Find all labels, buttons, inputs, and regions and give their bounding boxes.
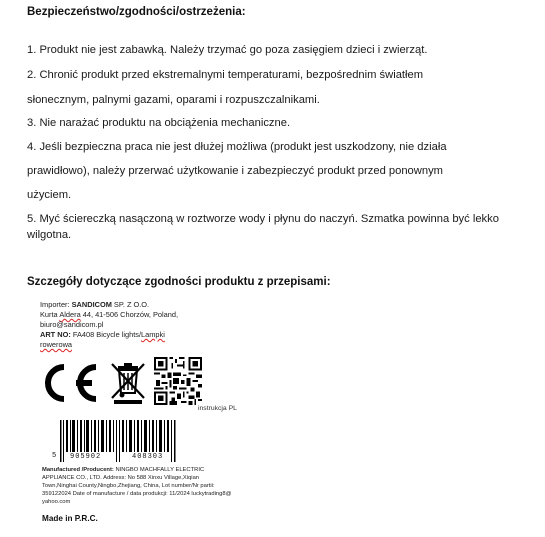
qr-caption: instrukcja PL (198, 405, 237, 412)
barcode-left-digits: 905902 (70, 453, 102, 461)
art-value-a: FA408 Bicycle lights/ (70, 330, 142, 339)
made-in: Made in P.R.C. (42, 514, 98, 523)
manufacturer-text: NINGBO MACHFALLY ELECTRIC APPLIANCE CO., LTD. Address: No 588 Xinxu Village,Xiqian Town,Ninghai County,Ningbo,Zhejiang, China, Lot number/Nr partii: 359122024 Date of manufacture / data produkcji: 11/2024 luckytrading8@ yahoo.com (42, 467, 232, 505)
art-value-ul2: rowerowa (40, 340, 73, 349)
qr-code-icon[interactable] (154, 357, 202, 405)
manufacturer-info (42, 466, 232, 506)
safety-line-9: wilgotna. (27, 229, 72, 241)
manufacturer-label: Manufactured /Producent: (42, 467, 114, 473)
safety-line-5: 4. Jeśli bezpieczna praca nie jest dłużej możliwa (produkt jest uszkodzony, nie działa (27, 141, 447, 153)
product-label-text (40, 300, 235, 350)
address-b: 44, 41-506 Chorzów, Poland, (80, 310, 179, 319)
safety-line-1: 1. Produkt nie jest zabawką. Należy trzymać go poza zasięgiem dzieci i zwierząt. (27, 44, 428, 56)
address-ul: Aldera (59, 310, 81, 319)
importer-email: biuro@sandicom.pl (40, 320, 104, 329)
barcode-lead-digit: 5 (52, 452, 57, 460)
importer-name: SANDICOM (71, 300, 112, 309)
safety-line-3: słonecznym, palnymi gazami, oparami i rozpuszczalnikami. (27, 94, 320, 106)
art-label: ART NO: (40, 330, 71, 339)
safety-line-4: 3. Nie narażać produktu na obciążenia mechaniczne. (27, 117, 291, 129)
importer-suffix: SP. Z O.O. (111, 300, 150, 309)
ce-mark-icon (36, 363, 100, 403)
weee-bin-icon (108, 360, 148, 404)
safety-line-7: użyciem. (27, 189, 72, 201)
safety-line-8: 5. Myć ściereczką nasączoną w roztworze wody i płynu do naczyń. Szmatka powinna być lekko (27, 213, 499, 225)
safety-line-2: 2. Chronić produkt przed ekstremalnymi temperaturami, bezpośrednim światłem (27, 69, 424, 81)
art-value-ul: Lampki (141, 330, 165, 339)
safety-line-6: prawidłowo), należy przerwać użytkowanie i zabezpieczyć produkt przed ponownym (27, 165, 443, 177)
barcode-right-digits: 408303 (132, 453, 164, 461)
importer-prefix: Importer: (40, 300, 72, 309)
compliance-heading: Szczegóły dotyczące zgodności produktu z przepisami: (27, 276, 331, 288)
safety-heading: Bezpieczeństwo/zgodności/ostrzeżenia: (27, 6, 246, 18)
address-a: Kurta (40, 310, 60, 319)
